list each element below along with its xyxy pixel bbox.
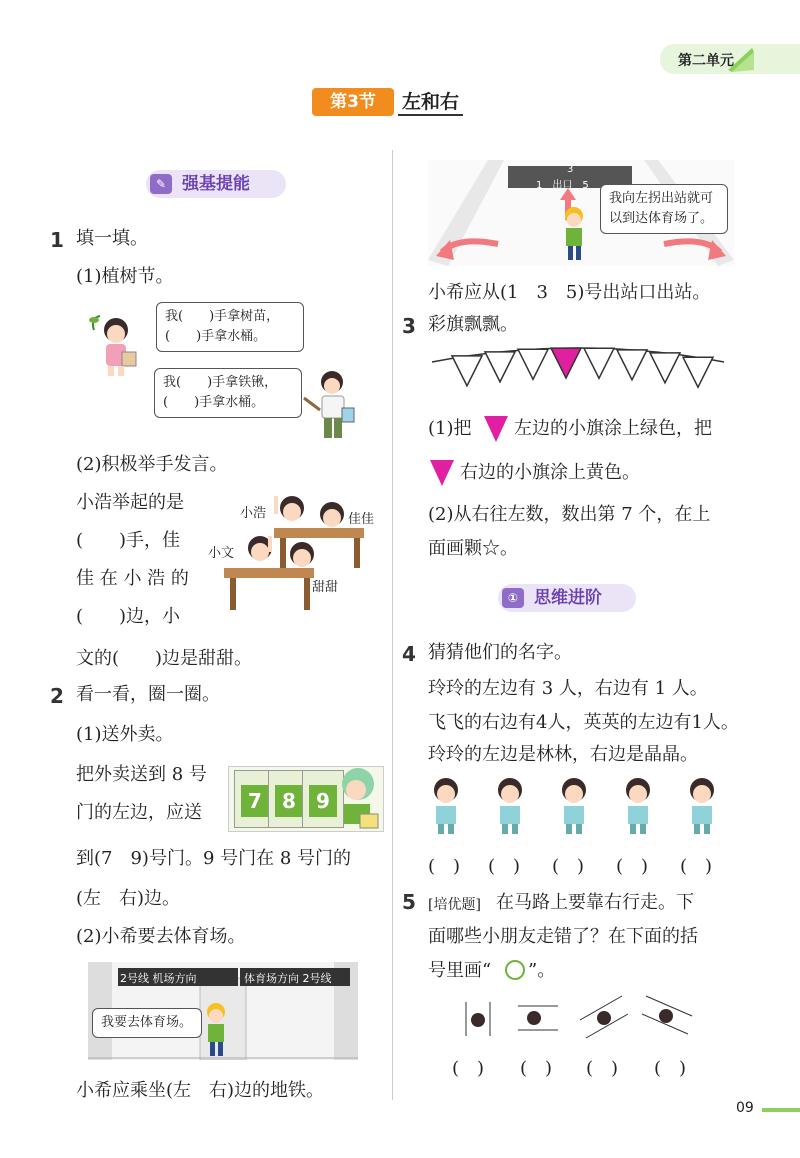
bubble-line: 以到达体育场了。 — [609, 211, 714, 226]
footer-bar — [762, 1108, 800, 1112]
pennant-flag — [518, 349, 548, 379]
bubble-line: ( )手拿水桶。 — [165, 329, 267, 344]
q4-line1: 玲玲的左边有 3 人，右边有 1 人。 — [428, 678, 708, 699]
door-number: 8 — [275, 785, 303, 817]
q2-line3: 到(7 9)号门。9 号门在 8 号门的 — [76, 848, 352, 869]
q5-line2: 面哪些小朋友走错了？在下面的括 — [428, 926, 698, 947]
q1-line1: 小浩举起的是 — [76, 492, 184, 513]
name-label-haohao: 小浩 — [240, 506, 267, 521]
q5-blank[interactable]: ( ) — [586, 1058, 619, 1079]
q2-answer: 小希应乘坐(左 右)边的地铁。 — [76, 1080, 325, 1101]
pencil-icon — [726, 44, 756, 72]
q3-part2b: 面画颗☆。 — [428, 538, 518, 559]
name-label-xiaowen: 小文 — [208, 546, 235, 561]
page-number: 09 — [736, 1100, 754, 1116]
q4-blank[interactable]: ( ) — [552, 856, 585, 877]
q5-blank[interactable]: ( ) — [654, 1058, 687, 1079]
speech-bubble-xiaoxi: 我要去体育场。 — [92, 1008, 202, 1038]
kid-illustration — [684, 776, 720, 834]
subway-sign-right: 体育场方向 2号线 — [244, 972, 332, 985]
q5-line3b: ”。 — [528, 960, 556, 981]
pill-advanced — [498, 584, 636, 612]
q3-part1b: 左边的小旗涂上绿色，把 — [514, 418, 712, 439]
kid-illustration — [492, 776, 528, 834]
pink-flag-icon — [482, 414, 510, 444]
pennant-flag — [650, 353, 680, 383]
name-label-jiajia: 佳佳 — [348, 512, 375, 527]
q2-line2: 门的左边，应送 — [76, 802, 202, 823]
q5-tag: [培优题] — [428, 897, 481, 913]
speech-bubble-boy — [154, 368, 302, 418]
q1-line2: ( )手，佳 — [76, 530, 181, 551]
bubble-line: ( )手拿水桶。 — [163, 395, 265, 410]
q5-blank[interactable]: ( ) — [520, 1058, 553, 1079]
q5-line1: 在马路上要靠右行走。下 — [496, 892, 694, 913]
q2-part2: (2)小希要去体育场。 — [76, 926, 246, 947]
name-label-tiantian: 甜甜 — [312, 580, 339, 595]
kid-illustration — [620, 776, 656, 834]
exit-answer: 小希应从(1 3 5)号出站口出站。 — [428, 282, 711, 303]
q3-part1c: 右边的小旗涂上黄色。 — [460, 462, 640, 483]
bubble-line: 我( )手拿铁锹， — [163, 375, 278, 390]
q2-line4: (左 右)边。 — [76, 888, 181, 909]
kids-row — [428, 776, 728, 838]
flag-string-illustration — [430, 340, 726, 396]
circle-symbol-icon — [502, 958, 528, 982]
q1-line3: 佳 在 小 浩 的 — [76, 568, 189, 589]
unit-label: 第二单元 — [678, 53, 734, 69]
q2-title: 看一看，圈一圈。 — [76, 684, 220, 705]
q4-title: 猜猜他们的名字。 — [428, 642, 572, 663]
section-badge: 第3节 — [312, 88, 394, 116]
delivery-person-illustration — [334, 766, 382, 832]
q1-part2: (2)积极举手发言。 — [76, 454, 228, 475]
pennant-flag — [485, 352, 515, 382]
section-title: 左和右 — [398, 88, 463, 116]
exit-sign-top: 3 — [567, 164, 574, 175]
speech-bubble-girl — [156, 302, 304, 352]
door-number: 7 — [241, 785, 269, 817]
q1-line4: ( )边，小 — [76, 606, 181, 627]
q4-blank[interactable]: ( ) — [616, 856, 649, 877]
pill-advanced-label: 思维进阶 — [534, 588, 602, 608]
speech-bubble-exit — [600, 184, 728, 234]
q1-part1: (1)植树节。 — [76, 266, 174, 287]
column-divider — [392, 150, 393, 1100]
q1-title: 填一填。 — [76, 228, 148, 249]
q4-blank[interactable]: ( ) — [428, 856, 461, 877]
kid-illustration — [428, 776, 464, 834]
girl-with-sapling-illustration — [86, 312, 140, 378]
pill-basic-label: 强基提能 — [182, 174, 250, 194]
q3-title: 彩旗飘飘。 — [428, 314, 518, 335]
q3-part1a: (1)把 — [428, 418, 472, 439]
q4-number: 4 — [402, 642, 416, 666]
subway-sign-left: 2号线 机场方向 — [120, 972, 197, 985]
walking-kids-illustration — [462, 994, 702, 1042]
q5-number: 5 — [402, 890, 416, 914]
medal-icon: ① — [502, 588, 524, 608]
door-number: 9 — [309, 785, 337, 817]
q3-part2a: (2)从右往左数，数出第 7 个，在上 — [428, 504, 711, 525]
bubble-line: 我向左拐出站就可 — [609, 191, 714, 206]
q2-number: 2 — [50, 684, 64, 708]
q2-part1: (1)送外卖。 — [76, 724, 174, 745]
boy-with-shovel-illustration — [300, 368, 360, 442]
exit-sign: 1 出口 5 — [536, 180, 589, 191]
kid-illustration — [556, 776, 592, 834]
q5-blank[interactable]: ( ) — [452, 1058, 485, 1079]
pennant-flag — [683, 357, 713, 387]
pennant-flag — [452, 356, 482, 386]
pill-basic — [146, 170, 286, 198]
q5-line3a: 号里画“ — [428, 960, 492, 981]
q4-line3: 玲玲的左边是林林，右边是晶晶。 — [428, 744, 698, 765]
pink-flag-icon — [428, 458, 456, 488]
q4-line2: 飞飞的右边有4人，英英的左边有1人。 — [428, 712, 739, 733]
q1-number: 1 — [50, 228, 64, 252]
q4-blank[interactable]: ( ) — [680, 856, 713, 877]
q1-line5: 文的( )边是甜甜。 — [76, 648, 253, 669]
pennant-flag — [617, 350, 647, 380]
q4-blank[interactable]: ( ) — [488, 856, 521, 877]
pennant-flag — [584, 348, 614, 378]
pennant-flag — [551, 348, 581, 378]
pencil-icon: ✎ — [150, 174, 172, 194]
bubble-line: 我( )手拿树苗， — [165, 309, 280, 324]
q2-line1: 把外卖送到 8 号 — [76, 764, 207, 785]
q3-number: 3 — [402, 314, 416, 338]
